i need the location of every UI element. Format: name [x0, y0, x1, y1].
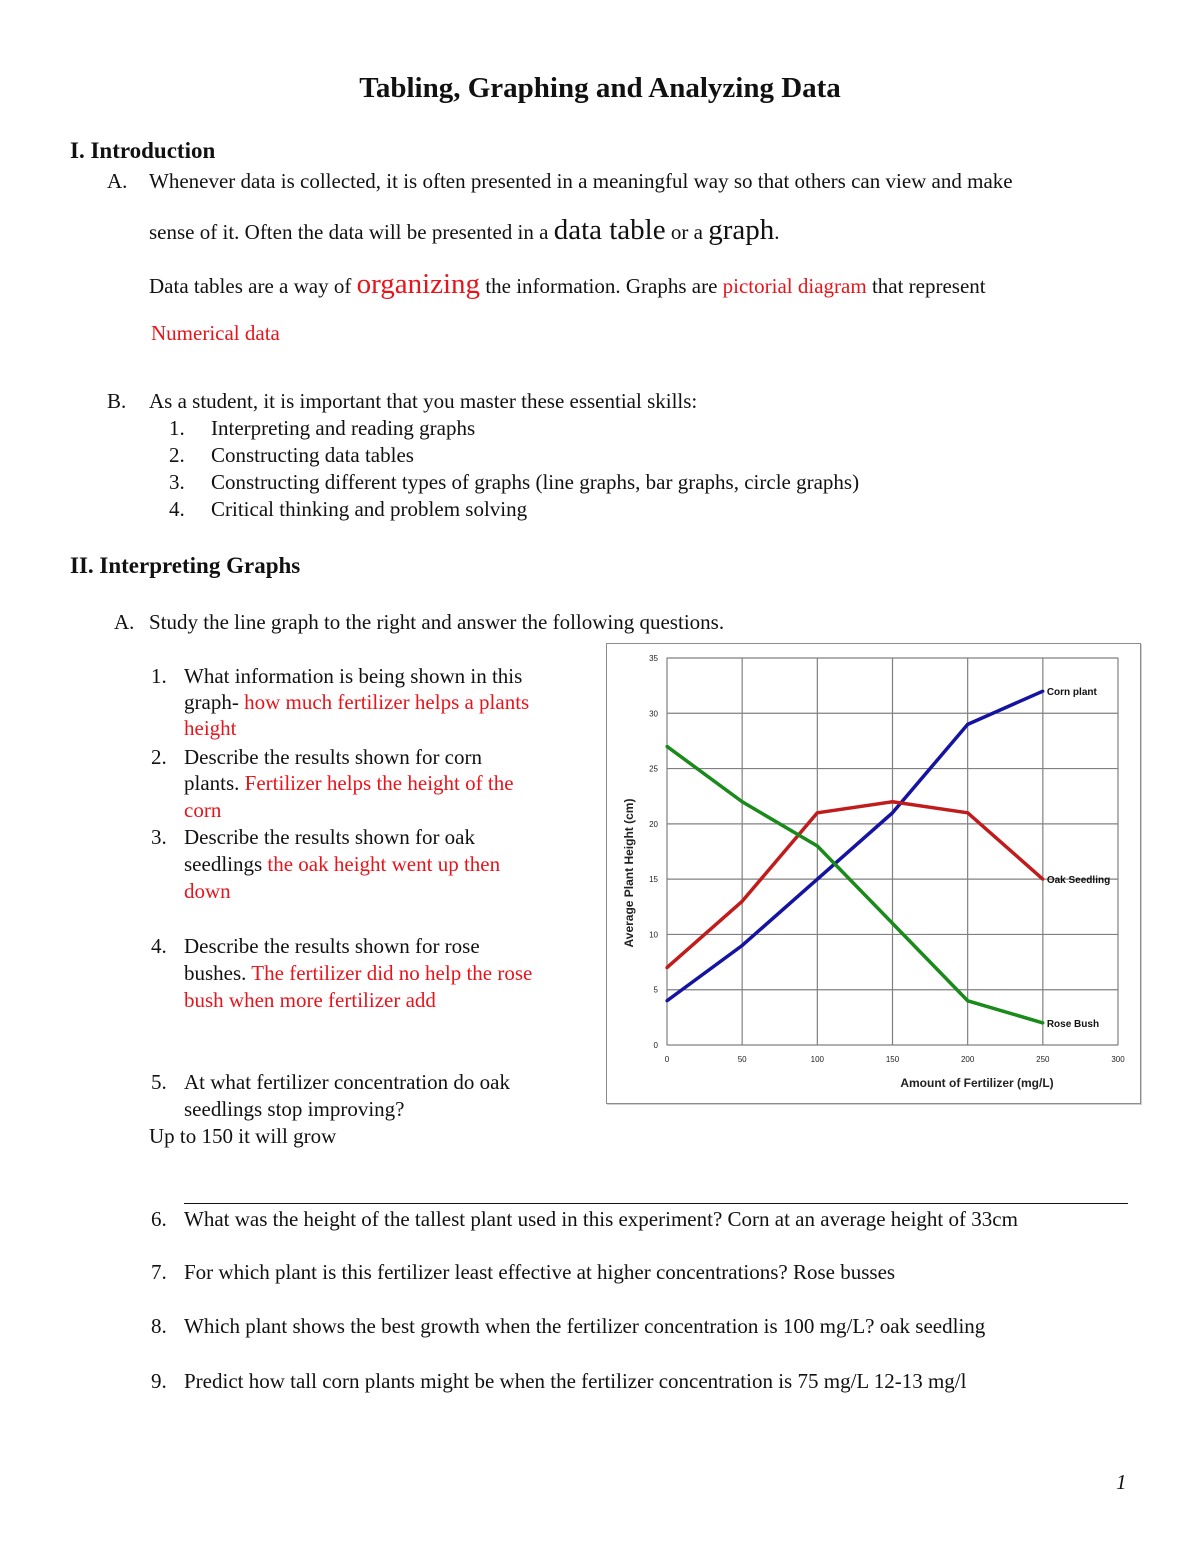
question-9: Predict how tall corn plants might be when the fertilizer concentration is 75 mg/L 12-13 mg/l — [184, 1369, 967, 1393]
question-2-answer-cont: corn — [184, 798, 222, 822]
question-1-answer: how much fertilizer helps a plants — [244, 690, 530, 714]
data-point — [1041, 878, 1044, 881]
series-line — [667, 691, 1043, 1001]
series-label: Corn plant — [1046, 687, 1097, 699]
series-label: Rose Bush — [1046, 1018, 1100, 1030]
x-tick-label: 50 — [737, 1055, 747, 1064]
y-tick-label: 5 — [653, 985, 658, 995]
data-point — [966, 999, 969, 1002]
question-3-prefix: seedlings — [184, 852, 268, 876]
intro-a-marker: A. — [107, 169, 128, 193]
data-point — [891, 922, 894, 925]
question-4-answer: The fertilizer did no help the rose — [251, 961, 533, 985]
question-4-line-2 — [184, 961, 532, 986]
question-3-answer: the oak height went up then — [267, 852, 501, 876]
data-point — [741, 900, 744, 903]
data-point — [665, 966, 668, 969]
y-tick-label: 35 — [649, 654, 658, 663]
series-line — [667, 746, 1043, 1022]
intro-a-line-1: Whenever data is collected, it is often presented in a meaningful way so that others can view and make — [149, 169, 1013, 193]
x-tick-label: 100 — [810, 1055, 825, 1064]
question-1-prefix: graph- — [184, 690, 245, 714]
question-3-line-2 — [184, 852, 500, 877]
skill-number: 4. — [169, 497, 185, 521]
y-tick-label: 15 — [649, 875, 658, 885]
question-5-answer: Up to 150 it will grow — [149, 1124, 337, 1148]
x-tick-label: 250 — [1036, 1055, 1050, 1064]
y-tick-label: 10 — [649, 930, 658, 940]
question-number: 4. — [151, 934, 167, 958]
question-2-line-2 — [184, 771, 514, 796]
question-7: For which plant is this fertilizer least effective at higher concentrations? Rose busses — [184, 1260, 896, 1284]
question-3-answer-cont: down — [184, 879, 231, 903]
data-point — [1041, 690, 1044, 693]
question-4-answer-cont: bush when more fertilizer add — [184, 988, 436, 1012]
question-number: 2. — [151, 745, 167, 769]
data-point — [816, 878, 819, 881]
question-number: 3. — [151, 825, 167, 849]
data-point — [1041, 1021, 1044, 1024]
y-tick-label: 0 — [653, 1041, 658, 1050]
interpret-a-marker: A. — [114, 610, 135, 634]
section-1-heading: I. Introduction — [70, 138, 216, 163]
question-number: 5. — [151, 1070, 167, 1094]
section-2-heading: II. Interpreting Graphs — [70, 553, 301, 578]
data-point — [816, 844, 819, 847]
question-number: 6. — [151, 1207, 167, 1231]
question-2-answer: Fertilizer helps the height of the — [244, 771, 514, 795]
question-2-prefix: plants. — [184, 771, 245, 795]
skill-item: Constructing data tables — [211, 443, 414, 467]
question-2-line-1: Describe the results shown for corn — [184, 745, 482, 769]
data-point — [891, 800, 894, 803]
pictorial-diagram-answer: pictorial diagram — [722, 274, 867, 298]
data-table-term: data table — [553, 214, 666, 246]
data-point — [741, 800, 744, 803]
line-chart-svg — [607, 644, 1140, 1103]
answer-line — [184, 1203, 1128, 1204]
question-6: What was the height of the tallest plant used in this experiment? Corn at an average height of 33cm — [184, 1207, 1018, 1231]
intro-b-marker: B. — [107, 389, 127, 413]
question-number: 1. — [151, 664, 167, 688]
organizing-answer: organizing — [356, 268, 481, 300]
data-point — [665, 999, 668, 1002]
y-tick-label: 20 — [649, 819, 658, 829]
intro-a-line-3-pre: Data tables are a way of — [149, 274, 357, 298]
x-tick-label: 300 — [1111, 1055, 1125, 1064]
x-axis-title: Amount of Fertilizer (mg/L) — [900, 1076, 1054, 1090]
data-point — [966, 811, 969, 814]
question-1-line-2 — [184, 690, 529, 715]
graph-term: graph — [708, 214, 775, 246]
y-tick-label: 25 — [649, 764, 658, 774]
intro-b-text: As a student, it is important that you master these essential skills: — [149, 389, 698, 413]
question-1-answer-cont: height — [184, 716, 237, 740]
skill-item: Constructing different types of graphs (line graphs, bar graphs, circle graphs) — [211, 470, 860, 494]
data-point — [816, 811, 819, 814]
y-tick-label: 30 — [649, 709, 658, 719]
skill-number: 3. — [169, 470, 185, 494]
x-tick-label: 200 — [960, 1055, 975, 1064]
question-8: Which plant shows the best growth when the fertilizer concentration is 100 mg/L? oak seedling — [184, 1314, 986, 1338]
page-number: 1 — [1116, 1470, 1127, 1494]
intro-a-line-3-end: that represent — [866, 274, 986, 298]
data-point — [741, 944, 744, 947]
skill-item: Critical thinking and problem solving — [211, 497, 528, 521]
question-number: 9. — [151, 1369, 167, 1393]
question-1-line-1: What information is being shown in this — [184, 664, 523, 688]
skill-item: Interpreting and reading graphs — [211, 416, 476, 440]
intro-a-line-3-mid: the information. Graphs are — [480, 274, 723, 298]
intro-a-line-2-pre: sense of it. Often the data will be presented in a — [149, 220, 554, 244]
data-point — [665, 745, 668, 748]
intro-a-line-2 — [149, 214, 779, 247]
question-3-line-1: Describe the results shown for oak — [184, 825, 476, 849]
y-axis-title: Average Plant Height (cm) — [622, 798, 636, 948]
page-title: Tabling, Graphing and Analyzing Data — [359, 72, 841, 104]
skill-number: 1. — [169, 416, 185, 440]
question-number: 8. — [151, 1314, 167, 1338]
intro-a-line-2-or: or a — [665, 220, 709, 244]
x-tick-label: 0 — [664, 1055, 670, 1064]
interpret-a-text: Study the line graph to the right and answer the following questions. — [149, 610, 725, 634]
series-label: Oak Seedling — [1046, 875, 1111, 887]
skill-number: 2. — [169, 443, 185, 467]
question-5-line-1: At what fertilizer concentration do oak — [184, 1070, 510, 1094]
line-chart — [606, 643, 1141, 1104]
intro-a-line-2-end: . — [774, 220, 780, 244]
question-4-prefix: bushes. — [184, 961, 252, 985]
data-point — [966, 723, 969, 726]
data-point — [891, 811, 894, 814]
numerical-data-answer: Numerical data — [151, 321, 280, 345]
intro-a-line-3 — [149, 268, 986, 301]
question-5-line-2: seedlings stop improving? — [184, 1097, 405, 1121]
question-4-line-1: Describe the results shown for rose — [184, 934, 480, 958]
question-number: 7. — [151, 1260, 167, 1284]
x-tick-label: 150 — [885, 1055, 900, 1064]
